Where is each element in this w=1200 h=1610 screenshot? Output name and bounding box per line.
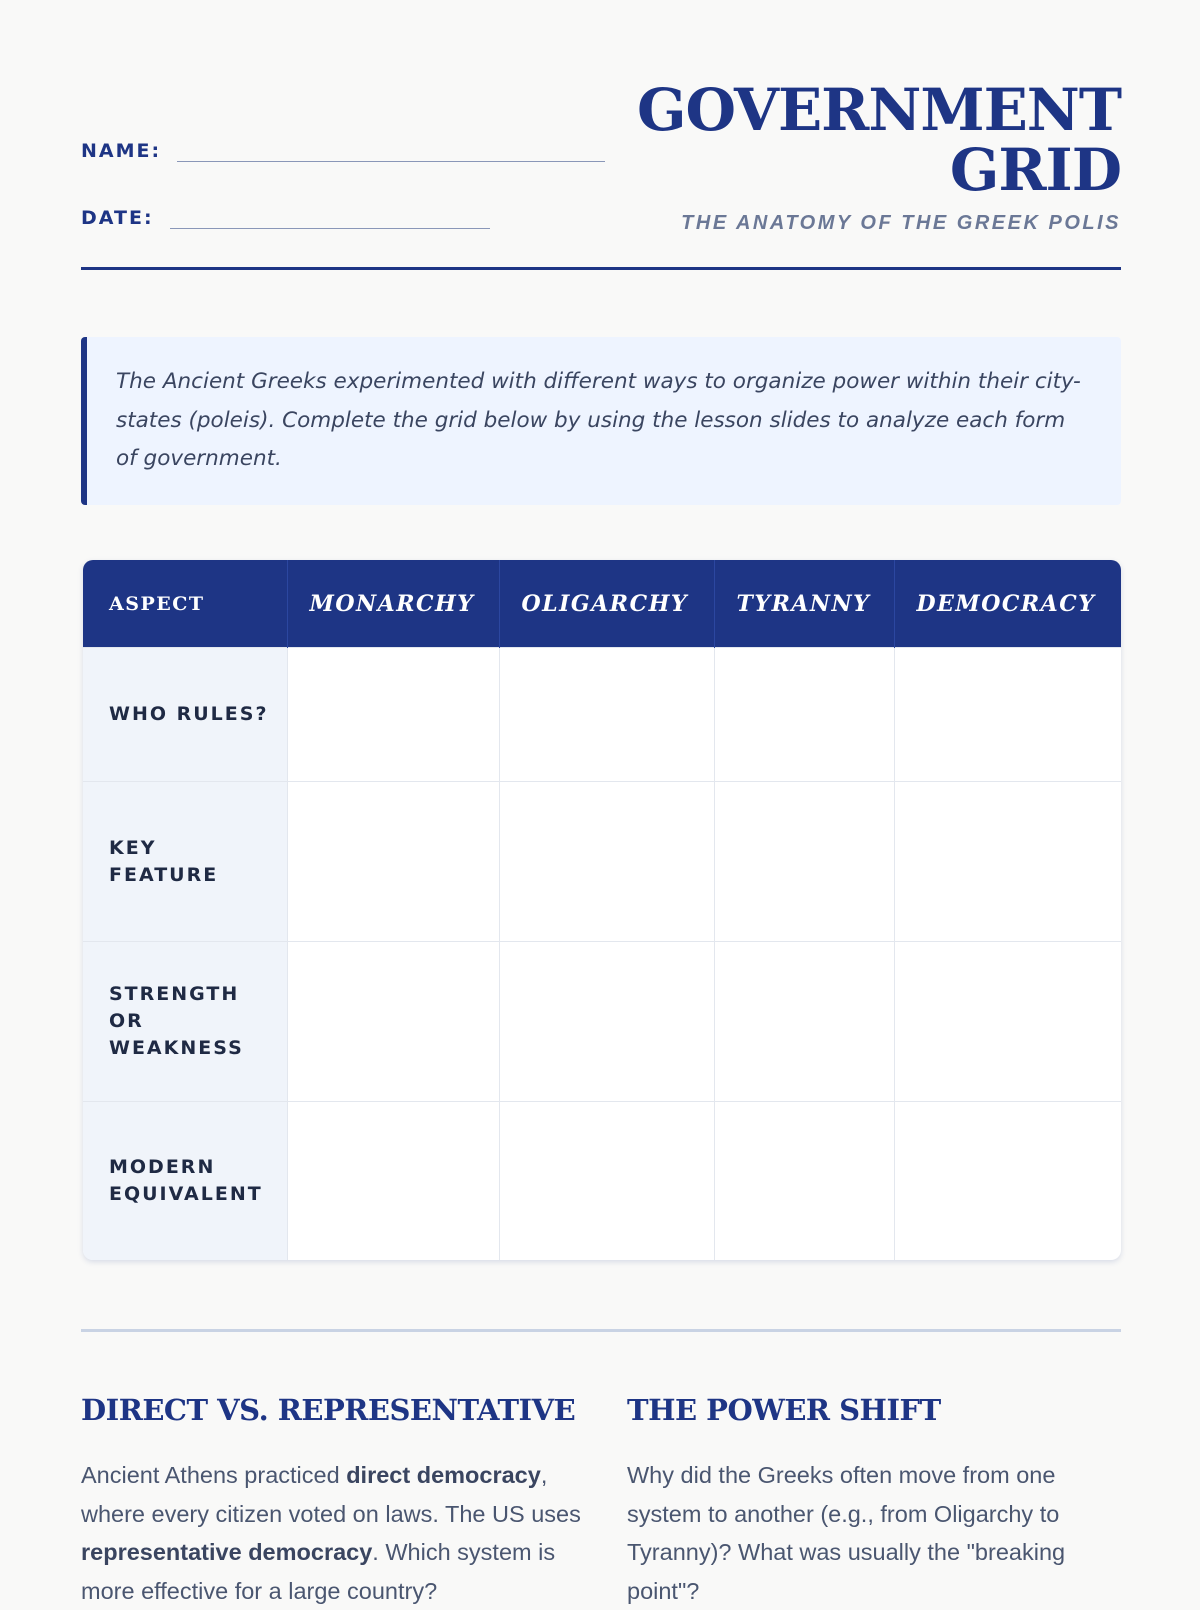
answer-cell[interactable] [714, 1102, 894, 1261]
worksheet-header [81, 0, 1121, 270]
section-divider [81, 1329, 1121, 1332]
header-aspect: ASPECT [83, 560, 287, 648]
answer-cell[interactable] [714, 648, 894, 782]
row-label-text: KEY FEATURE [109, 836, 219, 886]
date-label: DATE: [81, 207, 154, 229]
answer-cell[interactable] [894, 648, 1121, 782]
bold-term: representative democracy [81, 1539, 373, 1565]
section-direct-vs-representative [81, 1390, 581, 1610]
answer-cell[interactable] [287, 1102, 499, 1261]
text-span: . Which system is more effective for a large country? [81, 1539, 556, 1604]
section-title: THE POWER SHIFT [627, 1393, 941, 1427]
name-field [81, 140, 605, 162]
answer-cell[interactable] [287, 942, 499, 1102]
header-monarchy: MONARCHY [287, 560, 499, 648]
table-row [83, 782, 1121, 942]
header-tyranny: TYRANNY [714, 560, 894, 648]
bold-term: direct democracy [346, 1462, 541, 1488]
intro-text: The Ancient Greeks experimented with different ways to organize power within their city-states (poleis). Complete the grid below by using the lesson slides to analyze each form of government. [116, 369, 1081, 471]
answer-cell[interactable] [499, 1102, 714, 1261]
header-oligarchy: OLIGARCHY [499, 560, 714, 648]
answer-cell[interactable] [714, 782, 894, 942]
row-label-text: WHO RULES? [109, 703, 269, 725]
date-input-line[interactable] [170, 227, 490, 229]
table-header-row [83, 560, 1121, 648]
answer-cell[interactable] [894, 782, 1121, 942]
section-power-shift [627, 1390, 1121, 1610]
table-row [83, 942, 1121, 1102]
page-title-line2: GRID [949, 136, 1121, 204]
answer-cell[interactable] [287, 648, 499, 782]
row-label-key-feature [83, 782, 287, 942]
name-input-line[interactable] [177, 160, 605, 162]
text-span: , where every citizen voted on laws. The US uses [81, 1462, 581, 1527]
row-label-text: MODERN EQUIVALENT [109, 1156, 263, 1206]
table-row [83, 648, 1121, 782]
header-divider [81, 267, 1121, 270]
row-label-text: STRENGTH OR WEAKNESS [109, 983, 244, 1059]
answer-cell[interactable] [714, 942, 894, 1102]
page-title-line1: GOVERNMENT [636, 76, 1121, 144]
answer-cell[interactable] [499, 942, 714, 1102]
row-label-modern-equivalent [83, 1102, 287, 1261]
row-label-strength-weakness [83, 942, 287, 1102]
row-label-who-rules [83, 648, 287, 782]
title-block [636, 76, 1121, 235]
answer-cell[interactable] [894, 942, 1121, 1102]
text-span: Ancient Athens practiced [81, 1462, 347, 1488]
date-field [81, 207, 490, 229]
government-table [83, 560, 1121, 1260]
answer-cell[interactable] [499, 648, 714, 782]
header-democracy: DEMOCRACY [894, 560, 1121, 648]
page-subtitle: THE ANATOMY OF THE GREEK POLIS [681, 212, 1121, 234]
name-label: NAME: [81, 140, 162, 162]
section-text: Why did the Greeks often move from one system to another (e.g., from Oligarchy to Tyranny)? What was usually the "breaking point"? [627, 1462, 1066, 1604]
section-title: DIRECT VS. REPRESENTATIVE [81, 1393, 576, 1427]
answer-cell[interactable] [499, 782, 714, 942]
section-text [81, 1456, 581, 1610]
government-grid [83, 560, 1121, 1260]
intro-callout [81, 337, 1121, 505]
answer-cell[interactable] [287, 782, 499, 942]
answer-cell[interactable] [894, 1102, 1121, 1261]
table-row [83, 1102, 1121, 1261]
